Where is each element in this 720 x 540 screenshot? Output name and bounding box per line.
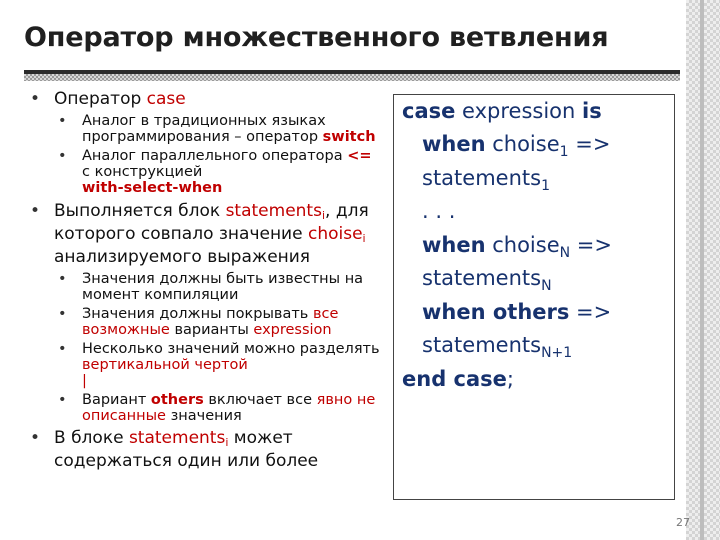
keyword-choise: choise — [307, 224, 363, 244]
sub-bullet-parallel-analog — [54, 148, 384, 196]
keyword-not-described: явно не описанные — [82, 392, 376, 424]
code-line-when-n — [422, 233, 612, 261]
code-subscript: 1 — [559, 144, 569, 160]
code-line-statements-1 — [422, 166, 550, 194]
bullet-text: Аналог параллельного оператора — [82, 148, 348, 164]
code-keyword: is — [582, 99, 602, 123]
code-keyword: case — [402, 99, 456, 123]
bullet-text: включает все — [203, 392, 317, 408]
sub-bullet-list — [54, 113, 384, 196]
bullet-text: Значения должны покрывать — [82, 306, 313, 322]
sub-bullet-compile-time — [54, 271, 384, 303]
page-title: Оператор множественного ветвления — [24, 22, 609, 53]
sub-bullet-others — [54, 392, 384, 424]
keyword-statements: statements — [225, 201, 322, 221]
code-line-when-others — [422, 300, 611, 324]
code-subscript: N+1 — [541, 345, 573, 361]
title-underline-pattern — [24, 74, 680, 81]
bullet-text: с конструкцией — [82, 164, 203, 180]
code-text: statements — [422, 166, 542, 190]
code-text: => — [568, 132, 611, 156]
bullet-text: Выполняется блок — [54, 201, 226, 221]
code-subscript: N — [559, 245, 571, 261]
bullet-text: значения — [165, 408, 242, 424]
bullet-text: анализируемого выражения — [54, 247, 311, 267]
sub-bullet-cover-all — [54, 306, 384, 338]
subscript-i: i — [321, 209, 326, 222]
decorative-side-column — [686, 0, 720, 540]
keyword-all-possible: все возможные — [82, 306, 339, 338]
code-text: statements — [422, 333, 542, 357]
bullet-text: Аналог в традиционных языках программирования – оператор — [82, 113, 326, 145]
code-line-statements-n1 — [422, 333, 572, 361]
code-text: choise — [485, 132, 560, 156]
keyword-assign: <= — [347, 148, 372, 164]
code-syntax-box — [393, 94, 675, 500]
code-text: . . . — [422, 199, 456, 223]
keyword-expression: expression — [253, 322, 332, 338]
subscript-i: i — [225, 436, 229, 449]
subscript-i: i — [362, 232, 366, 245]
sub-bullet-list — [54, 271, 384, 424]
bullet-executes-block — [28, 202, 384, 424]
bullet-list — [28, 90, 384, 471]
bullet-text: Вариант — [82, 392, 151, 408]
bullet-text: варианты — [169, 322, 254, 338]
code-text: => — [570, 233, 612, 257]
bullet-text: Значения должны быть известны на момент компиляции — [82, 271, 364, 303]
code-keyword: when others — [422, 300, 570, 324]
sub-bullet-vertical-bar — [54, 341, 384, 389]
keyword-vertical-bar: вертикальной чертой — [82, 357, 248, 373]
page-number: 27 — [676, 516, 690, 529]
sub-bullet-switch-analog — [54, 113, 384, 145]
code-text: => — [569, 300, 612, 324]
code-keyword: when — [422, 233, 486, 257]
code-line-end-case — [402, 367, 514, 391]
bullet-list-panel — [28, 86, 384, 540]
bullet-statements-block — [28, 429, 384, 471]
keyword-statements: statements — [128, 428, 226, 448]
code-keyword: end case — [402, 367, 507, 391]
code-line-when-1 — [422, 132, 610, 160]
keyword-case: case — [146, 89, 186, 109]
bullet-text: Несколько значений можно разделять — [82, 341, 380, 357]
keyword-pipe: | — [82, 373, 87, 389]
bullet-text: может — [228, 428, 293, 448]
bullet-text: , для которого совпало значение — [54, 201, 369, 244]
keyword-with-select-when: with-select-when — [82, 180, 223, 196]
code-line-statements-n — [422, 266, 552, 294]
bullet-case-operator — [28, 90, 384, 196]
code-subscript: N — [541, 278, 552, 294]
bullet-text: В блоке — [54, 428, 129, 448]
keyword-switch: switch — [322, 129, 376, 145]
code-line-case-is — [402, 99, 602, 123]
bullet-text: Оператор — [54, 89, 147, 109]
bullet-text-continued: содержаться один или более — [54, 451, 319, 471]
code-line-ellipsis — [422, 199, 455, 223]
code-text: ; — [506, 367, 514, 391]
keyword-others: others — [150, 392, 204, 408]
code-text: choise — [485, 233, 560, 257]
code-text: statements — [422, 266, 542, 290]
side-column-stripe — [700, 0, 704, 540]
code-subscript: 1 — [541, 178, 550, 194]
code-keyword: when — [422, 132, 486, 156]
code-text: expression — [455, 99, 583, 123]
